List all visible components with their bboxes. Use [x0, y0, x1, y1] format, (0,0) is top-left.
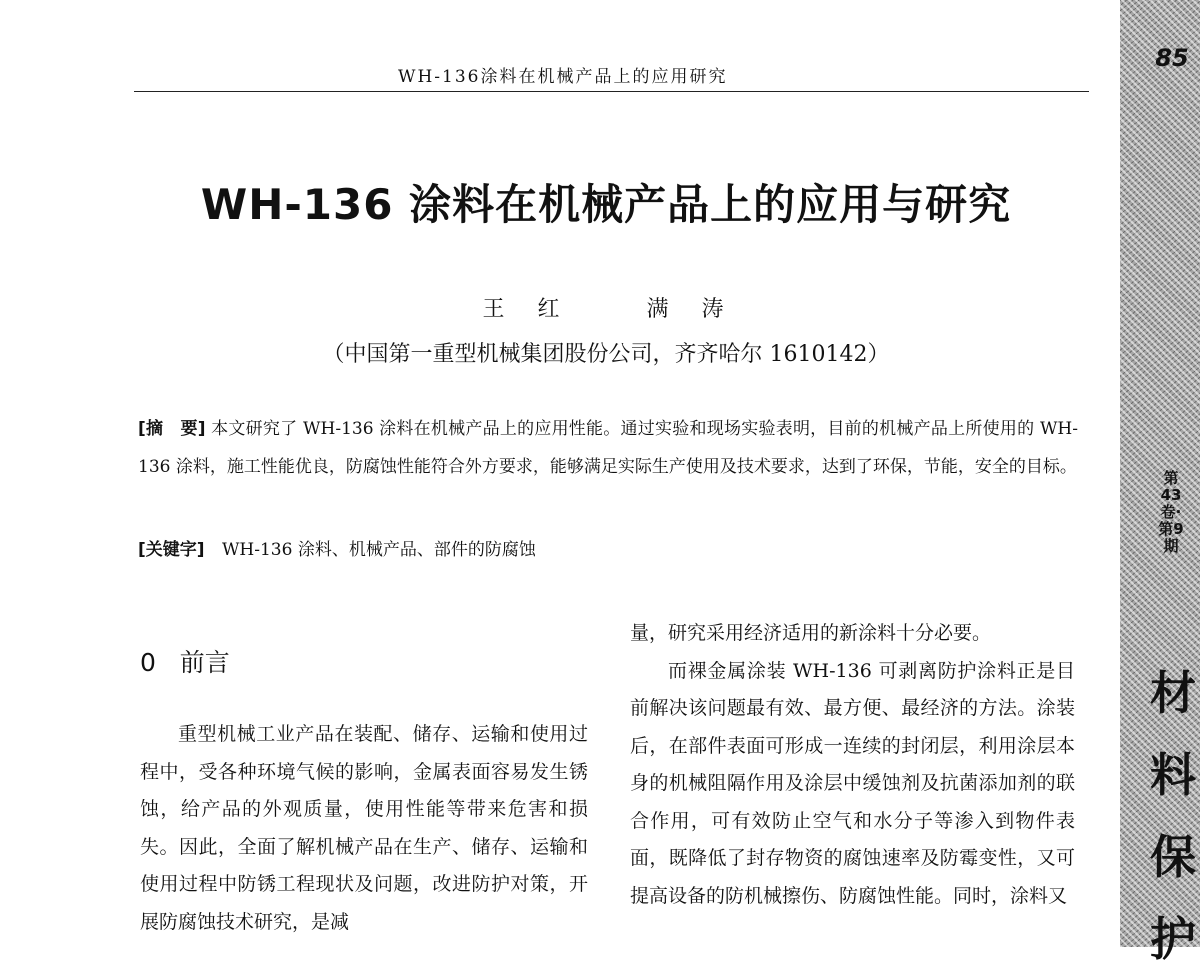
header-rule	[134, 91, 1089, 92]
article-title: WH-136 涂料在机械产品上的应用与研究	[200, 180, 1012, 229]
abstract-text: 本文研究了 WH-136 涂料在机械产品上的应用性能。通过实验和现场实验表明，目前的机械产品上所使用的 WH-136 涂料，施工性能优良，防腐蚀性能符合外方要求，能够满足实际生产使用及技术要求，达到了环保，节能，安全的目标。	[138, 419, 1079, 477]
section-heading: 0 前言	[140, 648, 230, 677]
abstract	[138, 410, 1078, 486]
keywords	[138, 535, 1078, 560]
journal-name: 材料保护	[1150, 666, 1196, 966]
authors: 王 红 满 涛	[482, 297, 730, 322]
paragraph: 重型机械工业产品在装配、储存、运输和使用过程中，受各种环境气候的影响，金属表面容易发生锈蚀，给产品的外观质量，使用性能等带来危害和损失。因此，全面了解机械产品在生产、储存、运输和使用过程中防锈工程现状及问题，改进防护对策，开展防腐蚀技术研究，是减	[140, 723, 588, 933]
body-column-left	[140, 716, 588, 947]
running-head: WH-136涂料在机械产品上的应用研究	[398, 67, 728, 87]
volume-issue: 第43卷·第9期	[1158, 469, 1184, 555]
keywords-text: WH-136 涂料、机械产品、部件的防腐蚀	[221, 540, 536, 560]
abstract-label: [摘 要]	[138, 419, 206, 439]
paragraph: 而裸金属涂装 WH-136 可剥离防护涂料正是目前解决该问题最有效、最方便、最经济的方法。涂装后，在部件表面可形成一连续的封闭层，利用涂层本身的机械阻隔作用及涂层中缓蚀剂及抗菌添加剂的联合作用，可有效防止空气和水分子等渗入到物件表面，既降低了封存物资的腐蚀速率及防霉变性，又可提高设备的防机械擦伤、防腐蚀性能。同时，涂料又	[630, 659, 1075, 907]
body-column-right	[630, 615, 1075, 947]
paragraph: 量，研究采用经济适用的新涂料十分必要。	[630, 622, 992, 644]
keywords-label: [关键字]	[138, 540, 205, 560]
page-number: 85	[1155, 44, 1189, 72]
affiliation: （中国第一重型机械集团股份公司，齐齐哈尔 1610142）	[322, 342, 890, 367]
